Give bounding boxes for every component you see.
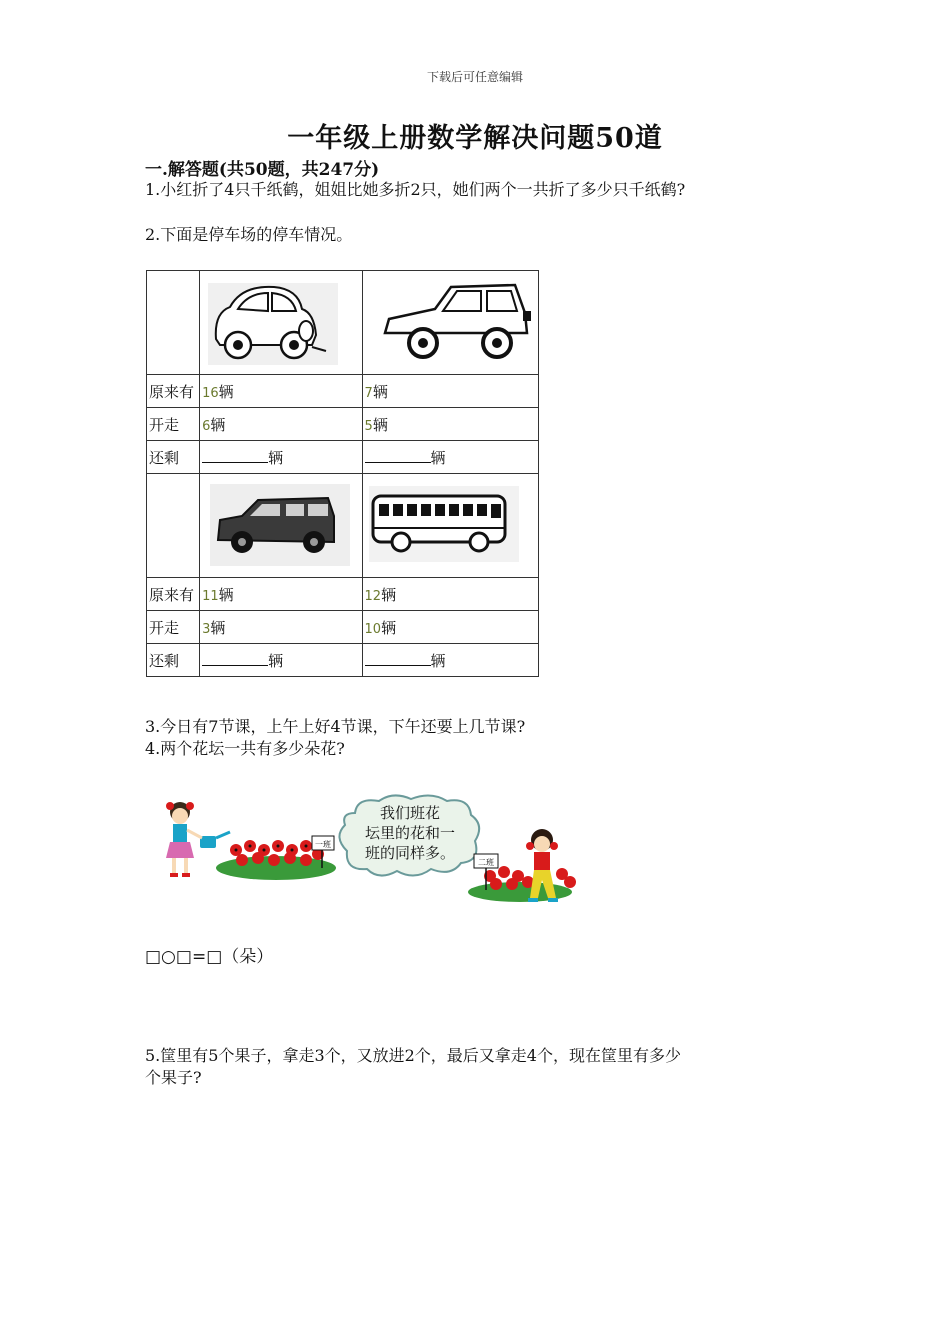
unit-label: 辆 (268, 651, 284, 670)
answer-formula: □○□=□（朵） (145, 947, 274, 967)
vehicle-cell (362, 271, 538, 375)
vehicle-cell (200, 474, 362, 578)
question-1: 1.小红折了4只千纸鹤，姐姐比她多折2只，她们两个一共折了多少只千纸鹤? (145, 180, 686, 199)
count-value: 7 (364, 385, 373, 401)
row-label-original: 原来有 (147, 375, 200, 408)
bus-icon (365, 476, 535, 572)
vehicle-cell (362, 474, 538, 578)
row-label-left: 开走 (147, 408, 200, 441)
value-cell (362, 611, 538, 644)
empty-cell (147, 271, 200, 375)
count-value: 11 (202, 588, 219, 604)
unit-label: 辆 (381, 585, 397, 604)
question-3: 3.今日有7节课，上午上好4节课，下午还要上几节课? (145, 717, 526, 736)
value-cell (362, 408, 538, 441)
question-2: 2.下面是停车场的停车情况。 (145, 225, 353, 244)
header-note: 下载后可任意编辑 (426, 70, 523, 84)
van-icon (202, 476, 358, 572)
value-cell (200, 611, 362, 644)
unit-label: 辆 (210, 618, 226, 637)
row-label-left: 开走 (147, 611, 200, 644)
value-cell (200, 578, 362, 611)
answer-blank[interactable] (365, 651, 431, 666)
suv-car-icon (365, 273, 535, 369)
sign-class2: 二班 (478, 858, 494, 867)
unit-label: 辆 (268, 448, 284, 467)
row-label-original: 原来有 (147, 578, 200, 611)
row-label-remaining: 还剩 (147, 644, 200, 677)
page-title: 一年级上册数学解决问题50道 (287, 123, 663, 154)
answer-blank[interactable] (202, 448, 268, 463)
bubble-line-2: 坛里的花和一 (364, 824, 455, 842)
unit-label: 辆 (372, 415, 388, 434)
bubble-line-3: 班的同样多。 (364, 844, 455, 862)
row-label-remaining: 还剩 (147, 441, 200, 474)
answer-cell[interactable] (200, 441, 362, 474)
parking-table (146, 270, 539, 677)
answer-cell[interactable] (362, 644, 538, 677)
answer-blank[interactable] (365, 448, 431, 463)
count-value: 16 (202, 385, 219, 401)
count-value: 12 (364, 588, 382, 604)
count-value: 3 (202, 621, 211, 637)
answer-cell[interactable] (200, 644, 362, 677)
question-5-line-1: 5.筐里有5个果子，拿走3个，又放进2个，最后又拿走4个，现在筐里有多少 (145, 1046, 681, 1065)
answer-cell[interactable] (362, 441, 538, 474)
count-value: 10 (364, 621, 382, 637)
beetle-car-icon (202, 273, 358, 369)
question-5-line-2: 个果子? (145, 1068, 202, 1087)
unit-label: 辆 (430, 448, 446, 467)
flowerbed-class2-illustration (466, 826, 590, 908)
value-cell (200, 375, 362, 408)
speech-bubble (335, 793, 485, 879)
flowerbed-class1-illustration (158, 798, 348, 884)
count-value: 5 (364, 418, 373, 434)
sign-class1: 一班 (315, 840, 331, 849)
unit-label: 辆 (218, 585, 234, 604)
unit-label: 辆 (430, 651, 446, 670)
answer-blank[interactable] (202, 651, 268, 666)
unit-label: 辆 (372, 382, 388, 401)
vehicle-cell (200, 271, 362, 375)
question-4: 4.两个花坛一共有多少朵花? (145, 739, 345, 758)
section-heading: 一.解答题(共50题，共247分) (145, 160, 380, 180)
value-cell (362, 578, 538, 611)
bubble-line-1: 我们班花 (379, 804, 440, 822)
empty-cell (147, 474, 200, 578)
unit-label: 辆 (210, 415, 226, 434)
unit-label: 辆 (218, 382, 234, 401)
count-value: 6 (202, 418, 211, 434)
value-cell (362, 375, 538, 408)
unit-label: 辆 (381, 618, 397, 637)
value-cell (200, 408, 362, 441)
